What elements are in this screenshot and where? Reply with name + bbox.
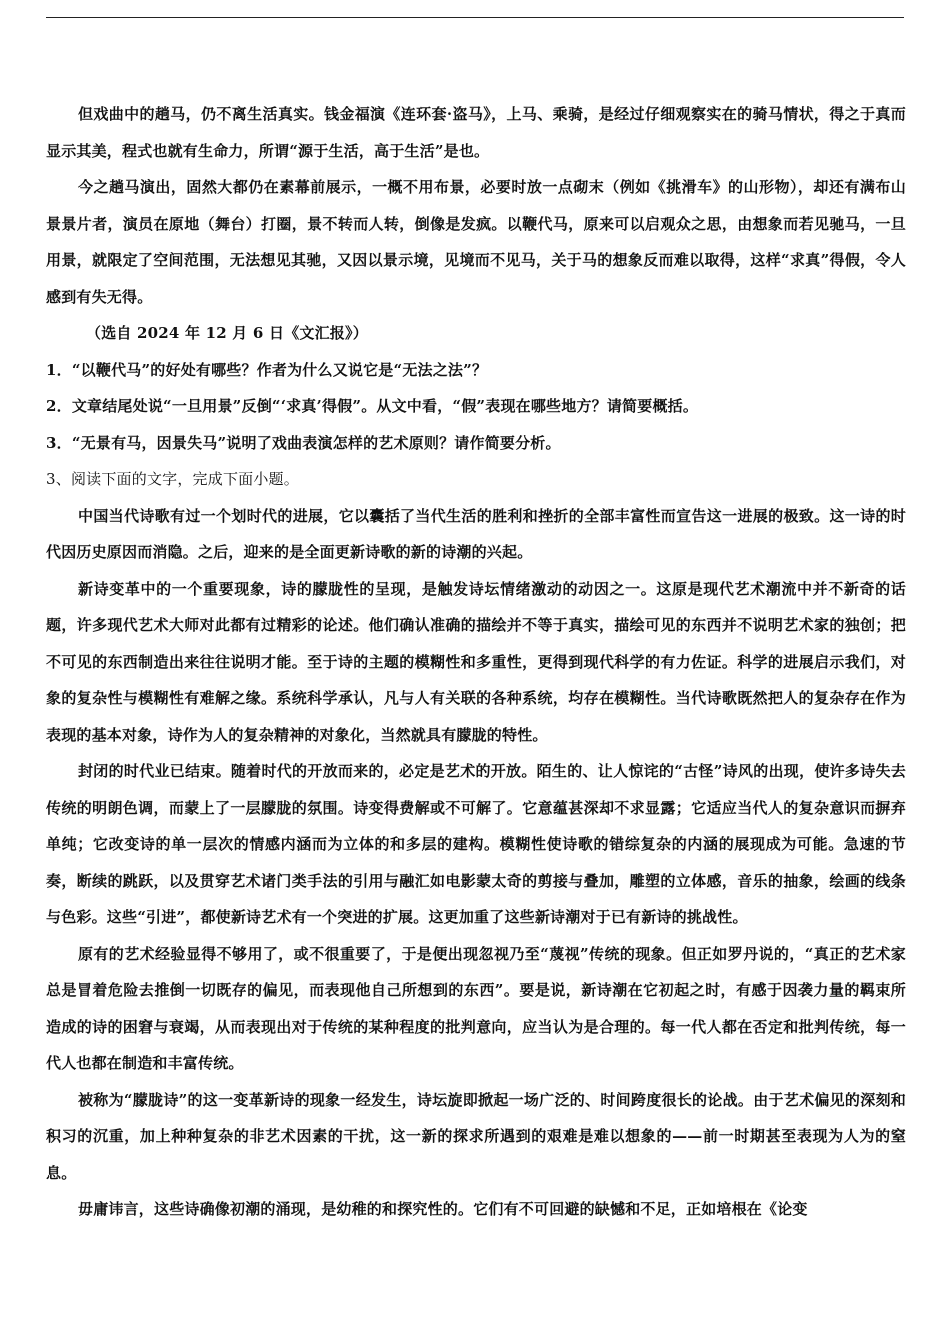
section3-paragraph-6: 毋庸讳言，这些诗确像初潮的涌现，是幼稚的和探究性的。它们有不可回避的缺憾和不足，正如培根在《论变	[78, 1200, 808, 1218]
passage1-source: （选自 2024 年 12 月 6 日《文汇报》）	[86, 324, 368, 342]
section3-heading: 3、阅读下面的文字，完成下面小题。	[46, 470, 299, 488]
section3-paragraph-4: 原有的艺术经验显得不够用了，或不很重要了，于是便出现忽视乃至“蔑视”传统的现象。但正如罗丹说的，“真正的艺术家总是冒着危险去推倒一切既存的偏见，而表现他自己所想到的东西”。要是说，新诗潮在它初起之时，有感于因袭力量的羁束所造成的诗的困窘与衰竭，从而表现出对于传统的某种程度的批判意向，应当认为是合理的。每一代人都在否定和批判传统，每一代人也都在制造和丰富传统。	[46, 944, 906, 1072]
passage1-paragraph-1: 但戏曲中的趟马，仍不离生活真实。钱金福演《连环套·盗马》，上马、乘骑，是经过仔细观察实在的骑马情状，得之于真而显示其美，程式也就有生命力，所谓“源于生活，高于生活”是也。	[46, 105, 906, 160]
section3-paragraph-1: 中国当代诗歌有过一个划时代的进展，它以囊括了当代生活的胜利和挫折的全部丰富性而宣告这一进展的极致。这一诗的时代因历史原因而消隐。之后，迎来的是全面更新诗歌的新的诗潮的兴起。	[46, 506, 906, 561]
section3-paragraph-5: 被称为“朦胧诗”的这一变革新诗的现象一经发生，诗坛旋即掀起一场广泛的、时间跨度很长的论战。由于艺术偏见的深刻和积习的沉重，加上种种复杂的非艺术因素的干扰，这一新的探求所遇到的艰难是难以想象的——前一时期甚至表现为人为的窒息。	[46, 1090, 906, 1182]
question-1: 1．“以鞭代马”的好处有哪些？作者为什么又说它是“无法之法”？	[46, 360, 488, 379]
question-2: 2．文章结尾处说“一旦用景”反倒“‘求真’得假”。从文中看，“假”表现在哪些地方？请简要概括。	[46, 397, 699, 415]
passage1-paragraph-2: 今之趟马演出，固然大都仍在素幕前展示，一概不用布景，必要时放一点砌末（例如《挑滑车》的山形物），却还有满布山景景片者，演员在原地（舞台）打圈，景不转而人转，倒像是发疯。以鞭代马，原来可以启观众之思，由想象而若见驰马，一旦用景，就限定了空间范围，无法想见其驰，又因以景示境，见境而不见马，关于马的想象反而难以取得，这样“求真”得假，令人感到有失无得。	[46, 178, 906, 306]
document-body	[46, 96, 906, 1228]
section3-paragraph-2: 新诗变革中的一个重要现象，诗的朦胧性的呈现，是触发诗坛情绪激动的动因之一。这原是现代艺术潮流中并不新奇的话题，许多现代艺术大师对此都有过精彩的论述。他们确认准确的描绘并不等于真实，描绘可见的东西并不说明艺术家的独创；把不可见的东西制造出来往往说明才能。至于诗的主题的模糊性和多重性，更得到现代科学的有力佐证。科学的进展启示我们，对象的复杂性与模糊性有难解之缘。系统科学承认，凡与人有关联的各种系统，均存在模糊性。当代诗歌既然把人的复杂存在作为表现的基本对象，诗作为人的复杂精神的对象化，当然就具有朦胧的特性。	[46, 579, 906, 744]
question-3: 3．“无景有马，因景失马”说明了戏曲表演怎样的艺术原则？请作简要分析。	[46, 433, 561, 452]
section3-paragraph-3: 封闭的时代业已结束。随着时代的开放而来的，必定是艺术的开放。陌生的、让人惊诧的“古怪”诗风的出现，使许多诗失去传统的明朗色调，而蒙上了一层朦胧的氛围。诗变得费解或不可解了。它意蕴甚深却不求显露；它适应当代人的复杂意识而摒弃单纯；它改变诗的单一层次的情感内涵而为立体的和多层的建构。模糊性使诗歌的错综复杂的内涵的展现成为可能。急速的节奏，断续的跳跃，以及贯穿艺术诸门类手法的引用与融汇如电影蒙太奇的剪接与叠加，雕塑的立体感，音乐的抽象，绘画的线条与色彩。这些“引进”，都使新诗艺术有一个突进的扩展。这更加重了这些新诗潮对于已有新诗的挑战性。	[46, 762, 906, 926]
header-rule	[46, 17, 904, 18]
